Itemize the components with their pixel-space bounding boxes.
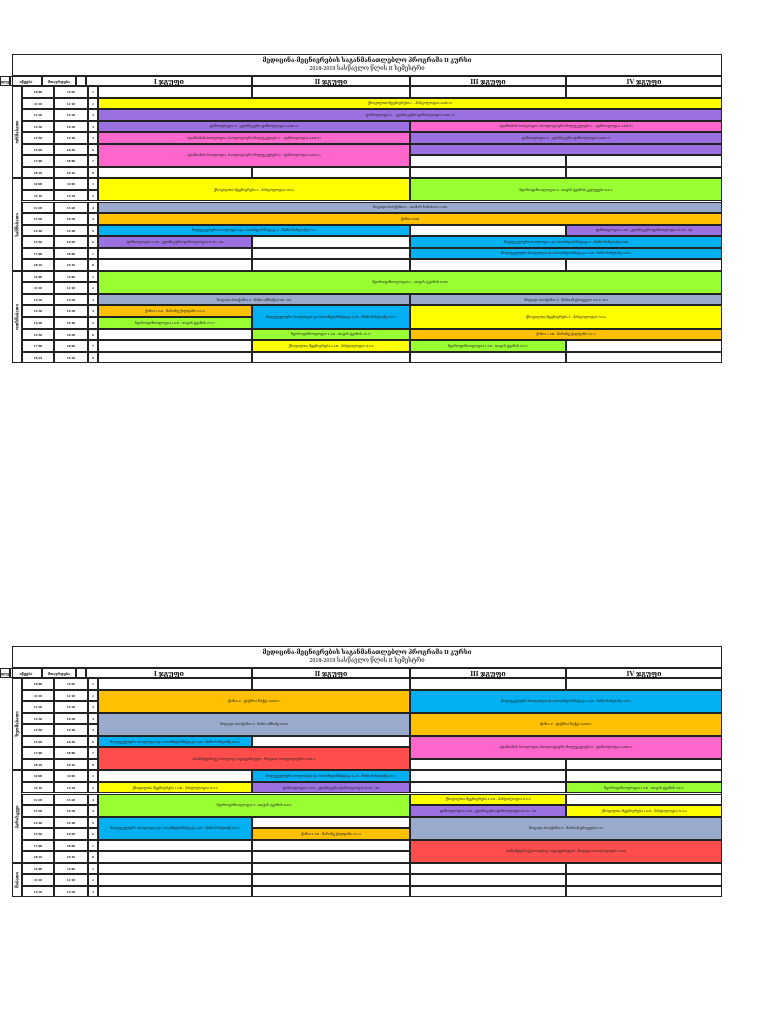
slot-number: 1 — [88, 678, 98, 690]
start-time: 12:20 — [22, 294, 54, 306]
slot-number: 5 — [88, 724, 98, 736]
start-time: 18:10 — [22, 759, 54, 771]
class-event[interactable]: მოლეკულური ბიოლოგია და ბიოინფორმატიკა P - ნინო ჩიხლაძე N306 — [410, 236, 722, 248]
end-time: 13:20 — [54, 294, 88, 306]
start-time: 11:10 — [22, 690, 54, 702]
slot-number: 7 — [88, 340, 98, 352]
start-time: 17:00 — [22, 248, 54, 260]
end-time: 19:10 — [54, 352, 88, 364]
end-time: 14:30 — [54, 805, 88, 817]
class-event[interactable]: ქსოვილთა მეცნიერება LAB - ჰისტოლოგია N110 — [252, 340, 410, 352]
schedule-table-border — [12, 646, 722, 897]
day-name: ორშაბათი — [14, 120, 20, 144]
class-event[interactable]: ფიზიოლოგია LAB - კლინიკური ფიზიოლოგია N107, 106 — [98, 236, 252, 248]
end-time: 18:00 — [54, 248, 88, 260]
start-time: 11:10 — [22, 98, 54, 110]
start-time: 15:50 — [22, 236, 54, 248]
end-time: 16:50 — [54, 828, 88, 840]
class-event[interactable]: ადამიანის ბიოლოგია, ბიოლოგიური მოლეკულები P - ფიზიოლოგია AMP21 — [410, 736, 722, 759]
slot-number: 6 — [88, 828, 98, 840]
end-time: 12:10 — [54, 782, 88, 794]
end-time: 18:00 — [54, 155, 88, 167]
start-time: 18:10 — [22, 259, 54, 271]
start-time: 15:50 — [22, 144, 54, 156]
end-time: 12:10 — [54, 690, 88, 702]
start-time: 18:10 — [22, 167, 54, 179]
slot-number: 7 — [88, 155, 98, 167]
class-event[interactable]: ქსოვილთა მეცნიერება P - ჰისტოლოგია N314 — [410, 305, 722, 328]
slot-number: 6 — [88, 736, 98, 748]
start-time: 14:40 — [22, 817, 54, 829]
start-time: 14:40 — [22, 132, 54, 144]
end-time: 12:10 — [54, 282, 88, 294]
end-time: 18:00 — [54, 747, 88, 759]
class-event[interactable]: მოლეკულური ბიოლოგია და ბიოინფორმატიკა LAB - ნინო ჩიხლაძე N101 — [410, 248, 722, 260]
class-event[interactable]: ზოგადი ბიოქიმია P - ნინო იმნაძე N309 — [98, 713, 410, 736]
start-time: 15:50 — [22, 329, 54, 341]
slot-number: 8 — [88, 851, 98, 863]
class-event[interactable]: ქიმია LAB - მარინე ქალდანი N114 — [252, 828, 410, 840]
slot-number: 4 — [88, 805, 98, 817]
end-time: 12:10 — [54, 874, 88, 886]
class-event[interactable]: ნეიროფიზიოლოგია L - თავის ტვინის N308 — [98, 271, 722, 294]
start-time: 10:00 — [22, 178, 54, 190]
end-time: 19:10 — [54, 851, 88, 863]
slot-number: 8 — [88, 259, 98, 271]
end-time: 14:30 — [54, 305, 88, 317]
end-time: 13:20 — [54, 886, 88, 898]
start-time: 13:30 — [22, 805, 54, 817]
slot-number: 8 — [88, 759, 98, 771]
end-time: 11:00 — [54, 863, 88, 875]
day-name: ხუთშაბათი — [14, 711, 20, 737]
class-event[interactable]: ქიმია LAB - მარინე ქალდანი N114 — [410, 329, 722, 341]
start-time: 13:30 — [22, 305, 54, 317]
end-time: 16:50 — [54, 736, 88, 748]
slot-number: 8 — [88, 352, 98, 364]
column-header-end: მთავრდება — [42, 76, 76, 86]
class-event[interactable]: ნეიროფიზიოლოგია LAB - თავის ტვინის N117 — [98, 317, 252, 329]
start-time: 10:00 — [22, 770, 54, 782]
column-header-g1: I ჯგუფი — [86, 668, 252, 678]
slot-number: 1 — [88, 271, 98, 283]
end-time: 11:00 — [54, 770, 88, 782]
start-time: 14:40 — [22, 317, 54, 329]
slot-number: 5 — [88, 225, 98, 237]
column-header-g1: I ჯგუფი — [86, 76, 252, 86]
slot-number: 3 — [88, 202, 98, 214]
slot-number: 3 — [88, 794, 98, 806]
slot-number: 4 — [88, 121, 98, 133]
end-time: 11:00 — [54, 678, 88, 690]
slot-number: 7 — [88, 747, 98, 759]
slot-number: 6 — [88, 329, 98, 341]
end-time: 13:20 — [54, 109, 88, 121]
end-time: 11:00 — [54, 86, 88, 98]
start-time: 17:00 — [22, 840, 54, 852]
slot-number: 1 — [88, 770, 98, 782]
class-event[interactable]: ნეიროფიზიოლოგია P - თავის ტვინის კვლევები N211 — [410, 178, 722, 201]
slot-number: 3 — [88, 701, 98, 713]
start-time: 12:20 — [22, 886, 54, 898]
slot-number: 2 — [88, 282, 98, 294]
start-time: 11:10 — [22, 282, 54, 294]
end-time: 12:10 — [54, 98, 88, 110]
end-time: 13:20 — [54, 202, 88, 214]
schedule-subtitle: 2018-2019 სასწავლო წლის II სემესტრი — [309, 66, 425, 72]
start-time: 12:20 — [22, 202, 54, 214]
class-event[interactable]: ზოგადი ბიოქიმია P - მარიამ ცხოველი 414 — [410, 817, 722, 840]
class-event[interactable]: მოლეკულური ბიოლოგია და ბიოინფორმატიკა LAB - ნინო ჩიხლაძე N101 — [98, 817, 252, 840]
class-event[interactable]: მოლეკულური ბიოლოგია და ბიოინფორმატიკა P - ნინო ჩიხლაძე N317 — [98, 225, 410, 237]
end-time: 18:00 — [54, 340, 88, 352]
slot-number: 5 — [88, 132, 98, 144]
end-time: 19:10 — [54, 259, 88, 271]
slot-number: 1 — [88, 178, 98, 190]
day-name: შაბათი — [14, 872, 20, 889]
class-event[interactable]: მოლეკულური ბიოლოგია და ბიოინფორმატიკა LAB - ნინო ჩიხლაძე N101 — [410, 690, 722, 713]
class-event[interactable]: ქიმია P - ფიქრია ჩიქვა AMP21 — [410, 713, 722, 736]
end-time: 11:00 — [54, 178, 88, 190]
column-header-end: მთავრდება — [42, 668, 76, 678]
class-event[interactable]: ფიზიოლოგია LAB - კლინიკური ფიზიოლოგია N107, 106 — [252, 782, 410, 794]
column-header-day: დღე — [0, 76, 10, 86]
start-time: 17:00 — [22, 747, 54, 759]
column-header-g3: III ჯგუფი — [410, 76, 566, 86]
class-event[interactable]: ქსოვილთა მეცნიერება LAB - ჰისტოლოგია N110 — [566, 805, 722, 817]
start-time: 15:50 — [22, 828, 54, 840]
end-time: 16:50 — [54, 329, 88, 341]
start-time: 14:40 — [22, 724, 54, 736]
start-time: 14:40 — [22, 225, 54, 237]
class-event[interactable]: ფიზიოლოგია L - კლინიკური ფიზიოლოგია AMP 25 — [98, 109, 722, 121]
start-time: 18:10 — [22, 851, 54, 863]
start-time: 11:10 — [22, 874, 54, 886]
end-time: 13:20 — [54, 701, 88, 713]
end-time: 13:20 — [54, 794, 88, 806]
class-event[interactable]: ადამიანის ბიოლოგია, ბიოლოგიური მოლეკულები L - ფიზიოლოგია AMP 25 — [98, 132, 410, 144]
slot-number: 4 — [88, 713, 98, 725]
class-event[interactable]: ფიზიოლოგია P - კლინიკური ფიზიოლოგია AMP 21 — [410, 132, 722, 144]
slot-number: 8 — [88, 167, 98, 179]
end-time: 16:50 — [54, 144, 88, 156]
class-event[interactable]: თანამედროვე ბიოლოგ. ოფიცერიული - ზოგადი ბიოლოგიური N306 — [410, 840, 722, 863]
slot-number: 6 — [88, 144, 98, 156]
slot-number: 7 — [88, 840, 98, 852]
class-event[interactable]: ზოგადი ბიოქიმია P - მარიამ ცხოველი N310, 204 — [410, 294, 722, 306]
class-event[interactable]: ფიზიოლოგია LAB - კლინიკური ფიზიოლოგია N107, 106 — [410, 805, 566, 817]
end-time: 11:00 — [54, 271, 88, 283]
end-time: 14:30 — [54, 213, 88, 225]
end-time: 12:10 — [54, 190, 88, 202]
end-time: 14:30 — [54, 713, 88, 725]
end-time: 18:00 — [54, 840, 88, 852]
slot-number: 1 — [88, 863, 98, 875]
column-header-g3: III ჯგუფი — [410, 668, 566, 678]
start-time: 15:50 — [22, 736, 54, 748]
schedule-title: მედიცინა-მეცნიერების საგანმანათლებლო პროგრამა II კურსი — [262, 58, 472, 64]
end-time: 15:40 — [54, 724, 88, 736]
day-name: ოთხშაბათი — [14, 304, 20, 330]
end-time: 19:10 — [54, 759, 88, 771]
day-name: პარასკევი — [14, 804, 20, 829]
end-time: 19:10 — [54, 167, 88, 179]
slot-number: 3 — [88, 109, 98, 121]
start-time: 12:20 — [22, 794, 54, 806]
start-time: 10:00 — [22, 863, 54, 875]
schedule-subtitle: 2018-2019 სასწავლო წლის II სემესტრი — [309, 658, 425, 664]
start-time: 13:30 — [22, 713, 54, 725]
schedule-title: მედიცინა-მეცნიერების საგანმანათლებლო პროგრამა II კურსი — [262, 650, 472, 656]
class-event[interactable]: ნეიროფიზიოლოგია LAB - თავის ტვინის N117 — [252, 329, 410, 341]
schedule-table-border — [12, 54, 722, 363]
slot-number: 2 — [88, 190, 98, 202]
column-header-g2: II ჯგუფი — [252, 76, 410, 86]
end-time: 15:40 — [54, 817, 88, 829]
class-event[interactable]: ქსოვილთა მეცნიერება LAB - ჰისტოლოგია N110 — [98, 782, 252, 794]
class-event[interactable]: ქსოვილთა მეცნიერება LAB - ჰისტოლოგია N110 — [410, 794, 566, 806]
start-time: 12:20 — [22, 109, 54, 121]
start-time: 10:00 — [22, 678, 54, 690]
slot-number: 5 — [88, 317, 98, 329]
class-event[interactable]: ზოგადი ბიოქიმია P - ნინო იმნაძე N309, 204 — [98, 294, 410, 306]
start-time: 13:30 — [22, 121, 54, 133]
start-time: 11:10 — [22, 190, 54, 202]
class-event[interactable]: თანამედროვე ბიოლოგ. ოფიცერიული - ზოგადი ბიოლოგიური N402-2 — [98, 747, 410, 770]
end-time: 16:50 — [54, 236, 88, 248]
start-time: 10:00 — [22, 271, 54, 283]
class-event[interactable]: ქიმია P - ფიქრია ჩიქვა AMP21 — [98, 690, 410, 713]
class-event[interactable]: მოლეკულური ბიოლოგია და ბიოინფორმატიკა LAB - ნინო ჩიხლაძე N101 — [98, 736, 252, 748]
slot-number: 4 — [88, 305, 98, 317]
start-time: 17:00 — [22, 340, 54, 352]
slot-number: 4 — [88, 213, 98, 225]
start-time: 17:00 — [22, 155, 54, 167]
slot-number: 2 — [88, 782, 98, 794]
slot-number: 3 — [88, 886, 98, 898]
class-event[interactable]: ფიზიოლოგია LAB - კლინიკური ფიზიოლოგია N107, 106 — [566, 225, 722, 237]
column-header-g4: IV ჯგუფი — [566, 76, 722, 86]
start-time: 11:10 — [22, 782, 54, 794]
end-time: 15:40 — [54, 317, 88, 329]
column-header-start: იწყება — [10, 668, 42, 678]
column-header-g2: II ჯგუფი — [252, 668, 410, 678]
slot-number: 7 — [88, 248, 98, 260]
day-name: სამშაბათი — [14, 212, 20, 237]
class-event[interactable]: ზოგადი ბიოქიმია L - თამარ ჩაჩიბაია N308 — [98, 202, 722, 214]
start-time: 10:00 — [22, 86, 54, 98]
slot-number: 2 — [88, 690, 98, 702]
slot-number: 1 — [88, 86, 98, 98]
class-event[interactable]: ქიმია LAB - მარინე ქალდანი N114 — [98, 305, 252, 317]
class-event[interactable]: ნეიროფიზიოლოგია LAB - თავის ტვინის N117 — [410, 340, 566, 352]
column-header-g4: IV ჯგუფი — [566, 668, 722, 678]
class-event[interactable]: ადამიანის ბიოლოგია, ბიოლოგიური მოლეკულები L - ფიზიოლოგია AMP 25 — [410, 121, 722, 133]
start-time: 18:10 — [22, 352, 54, 364]
end-time: 15:40 — [54, 225, 88, 237]
column-header-day: დღე — [0, 668, 10, 678]
class-event[interactable]: მოლეკულური ბიოლოგია და ბიოინფორმატიკა LAB - ნინო ჩიხლაძე N101 — [252, 770, 410, 782]
class-event[interactable]: ქსოვილთა მეცნიერება L - ჰისტოლოგია AMP 25 — [98, 98, 722, 110]
class-event[interactable]: ქსოვილთა მეცნიერება P - ჰისტოლოგია N314 — [98, 178, 410, 201]
class-event[interactable]: ადამიანის ბიოლოგია, ბიოლოგიური მოლეკულები P - ფიზიოლოგია AMP 21 — [98, 144, 410, 167]
class-event[interactable]: ფიზიოლოგია P - კლინიკური ფიზიოლოგია AMP 21 — [98, 121, 410, 133]
column-header-start: იწყება — [10, 76, 42, 86]
end-time: 15:40 — [54, 132, 88, 144]
class-event[interactable]: ნეიროფიზიოლოგია LAB - თავის ტვინის N117 — [566, 782, 722, 794]
slot-number: 2 — [88, 98, 98, 110]
class-event[interactable]: ქიმია N306 — [98, 213, 722, 225]
start-time: 13:30 — [22, 213, 54, 225]
slot-number: 2 — [88, 874, 98, 886]
slot-number: 6 — [88, 236, 98, 248]
end-time: 14:30 — [54, 121, 88, 133]
slot-number: 3 — [88, 294, 98, 306]
class-event[interactable]: ნეიროფიზიოლოგია P - თავის ტვინის N414 — [98, 794, 410, 817]
class-event[interactable]: მოლეკულური ბიოლოგია და ბიოინფორმატიკა LAB - ნინო ჩიხლაძე N101 — [252, 305, 410, 328]
slot-number: 5 — [88, 817, 98, 829]
start-time: 12:20 — [22, 701, 54, 713]
